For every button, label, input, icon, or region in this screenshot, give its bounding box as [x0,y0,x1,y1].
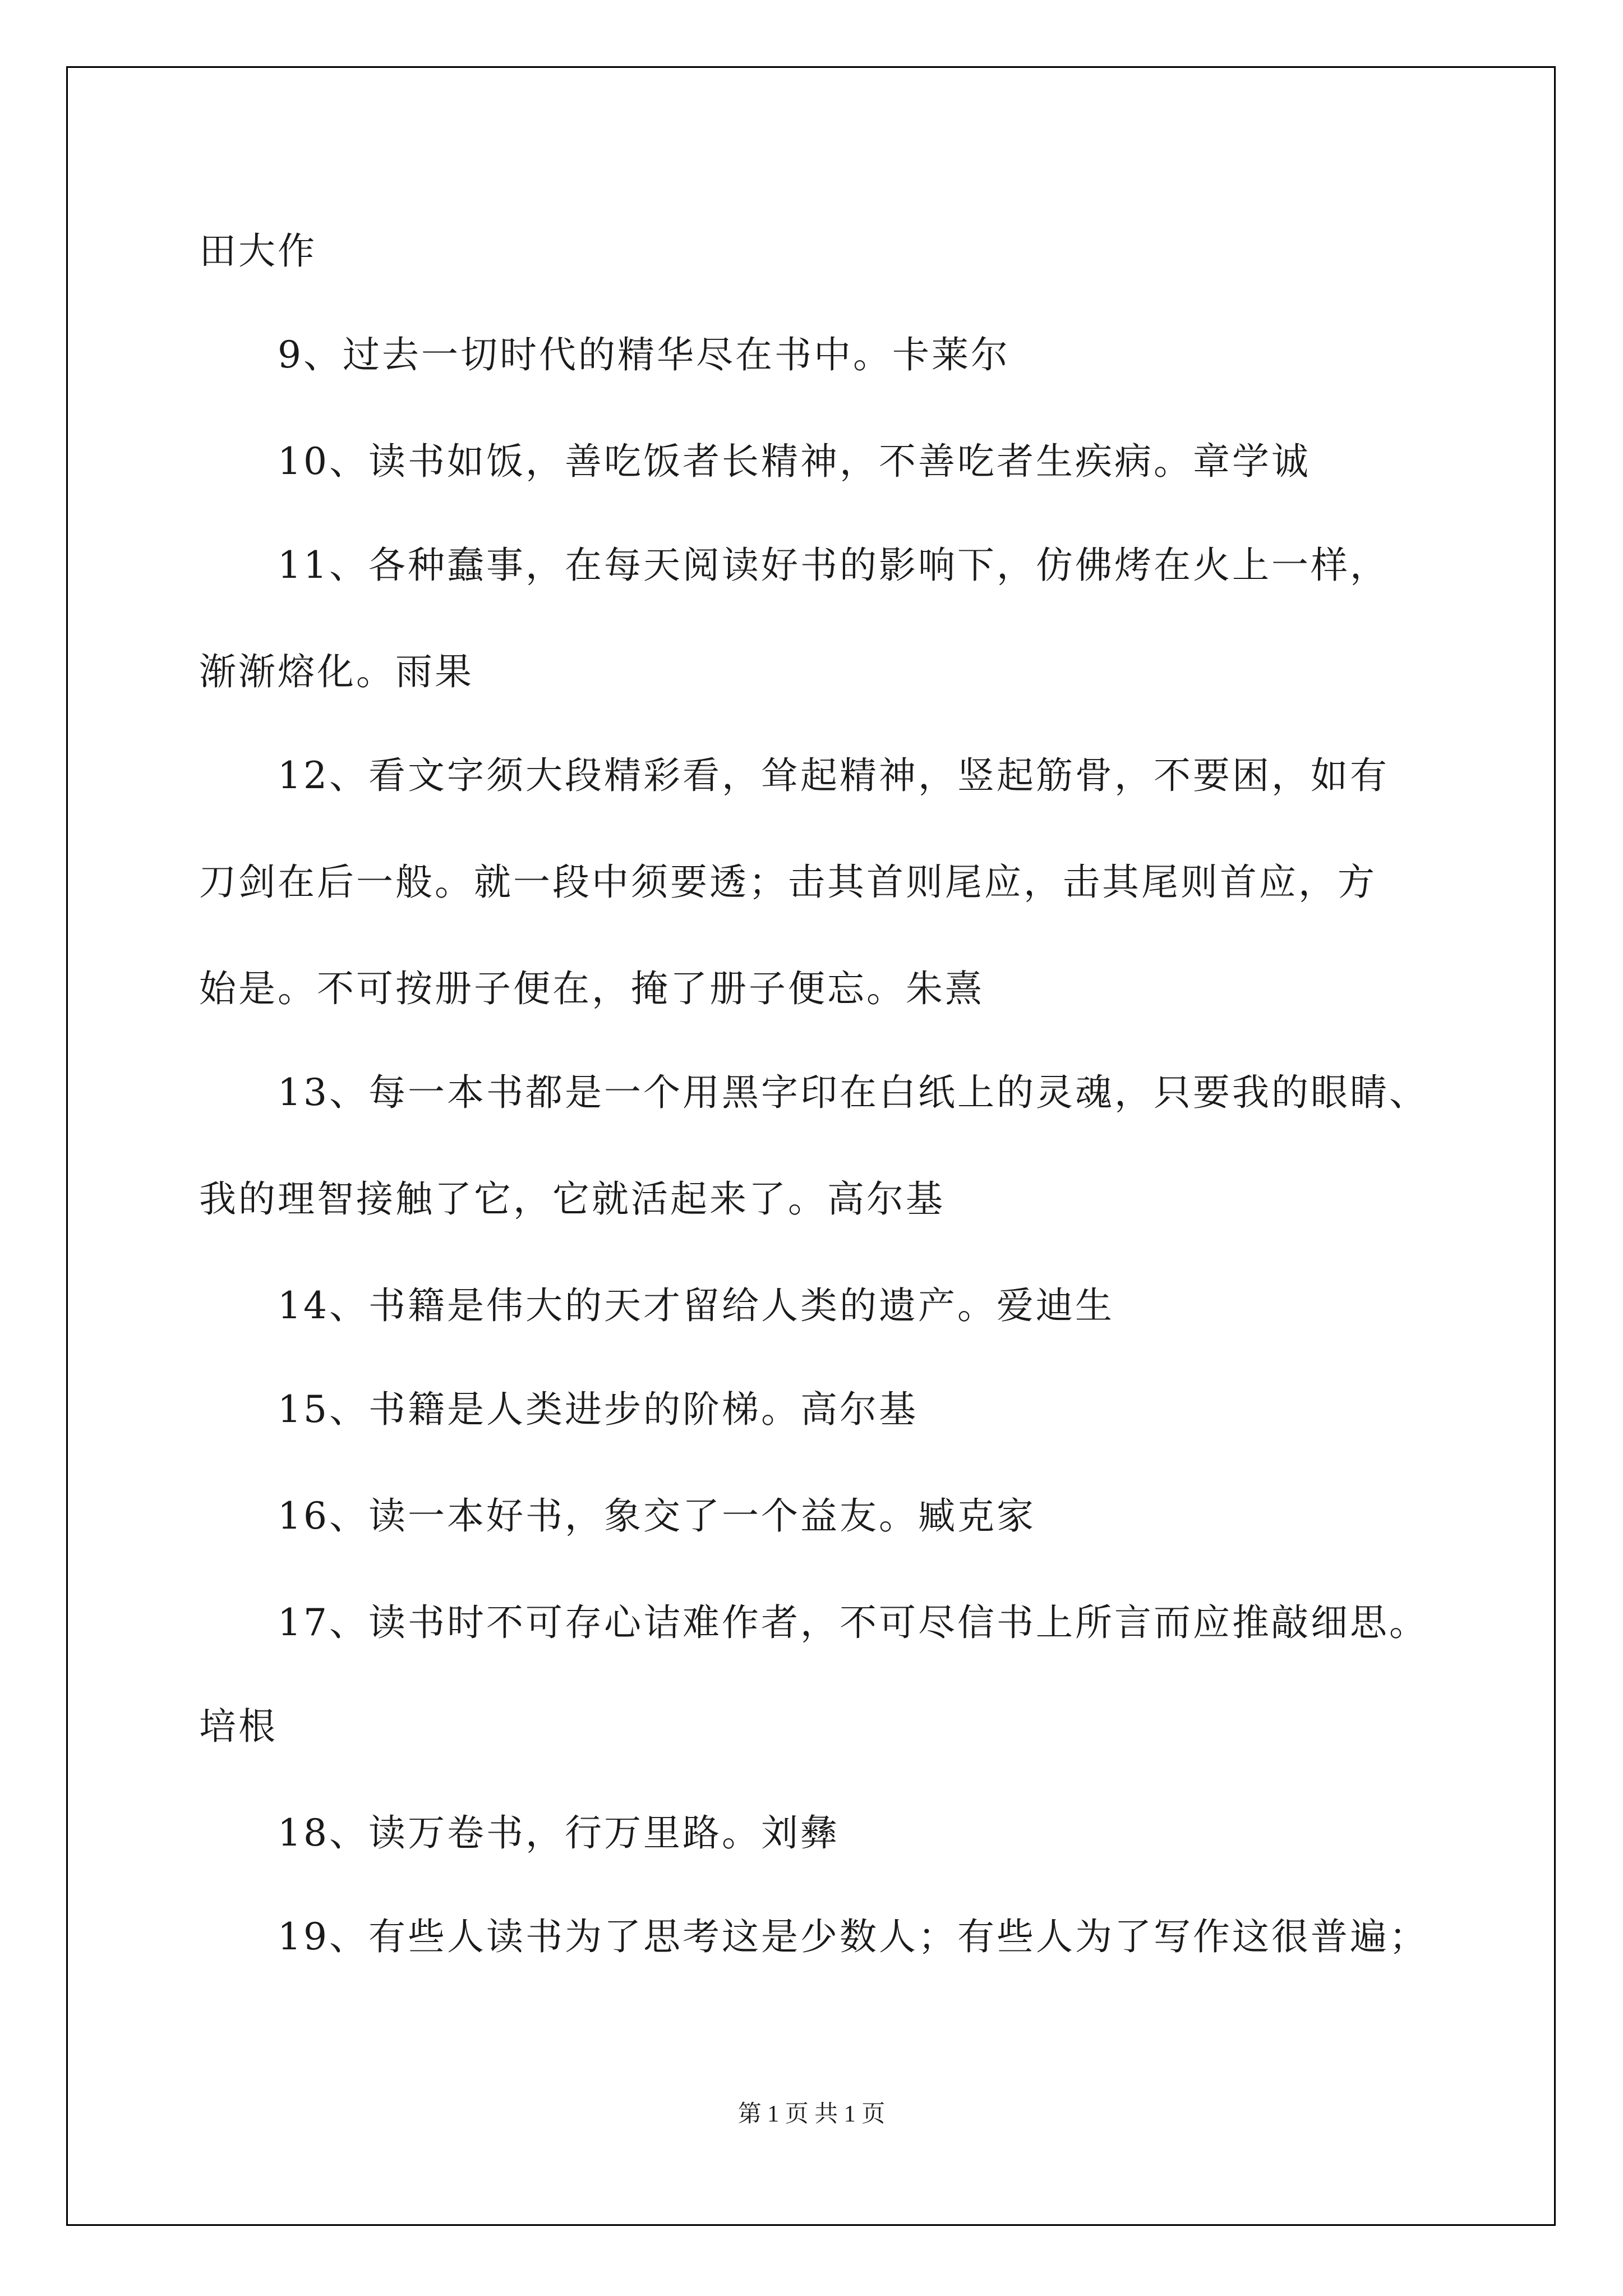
page-footer: 第 1 页 共 1 页 [737,2101,886,2127]
text-line: 刀剑在后一般。就一段中须要透；击其首则尾应，击其尾则首应，方 [199,861,1377,904]
text-line: 11、各种蠢事，在每天阅读好书的影响下，仿佛烤在火上一样， [278,544,1389,587]
page-border [66,66,1556,2226]
text-line: 10、读书如饭，善吃饭者长精神，不善吃者生疾病。章学诚 [278,440,1311,483]
text-line: 渐渐熔化。雨果 [199,650,474,693]
text-line: 培根 [199,1705,278,1748]
text-line: 9、过去一切时代的精华尽在书中。卡莱尔 [278,333,1010,376]
text-line: 17、读书时不可存心诘难作者，不可尽信书上所言而应推敲细思。 [278,1601,1428,1644]
text-line: 15、书籍是人类进步的阶梯。高尔基 [278,1388,918,1431]
text-line: 12、看文字须大段精彩看，耸起精神，竖起筋骨，不要困，如有 [278,754,1389,797]
text-line: 始是。不可按册子便在，掩了册子便忘。朱熹 [199,967,984,1010]
text-line: 14、书籍是伟大的天才留给人类的遗产。爱迪生 [278,1284,1114,1327]
text-line: 16、读一本好书，象交了一个益友。臧克家 [278,1494,1036,1538]
text-line: 13、每一本书都是一个用黑字印在白纸上的灵魂，只要我的眼睛、 [278,1071,1428,1114]
text-line: 田大作 [199,229,317,273]
text-line: 18、读万卷书，行万里路。刘彝 [278,1811,840,1855]
text-line: 我的理智接触了它，它就活起来了。高尔基 [199,1177,945,1221]
text-line: 19、有些人读书为了思考这是少数人；有些人为了写作这很普遍； [278,1915,1428,1958]
